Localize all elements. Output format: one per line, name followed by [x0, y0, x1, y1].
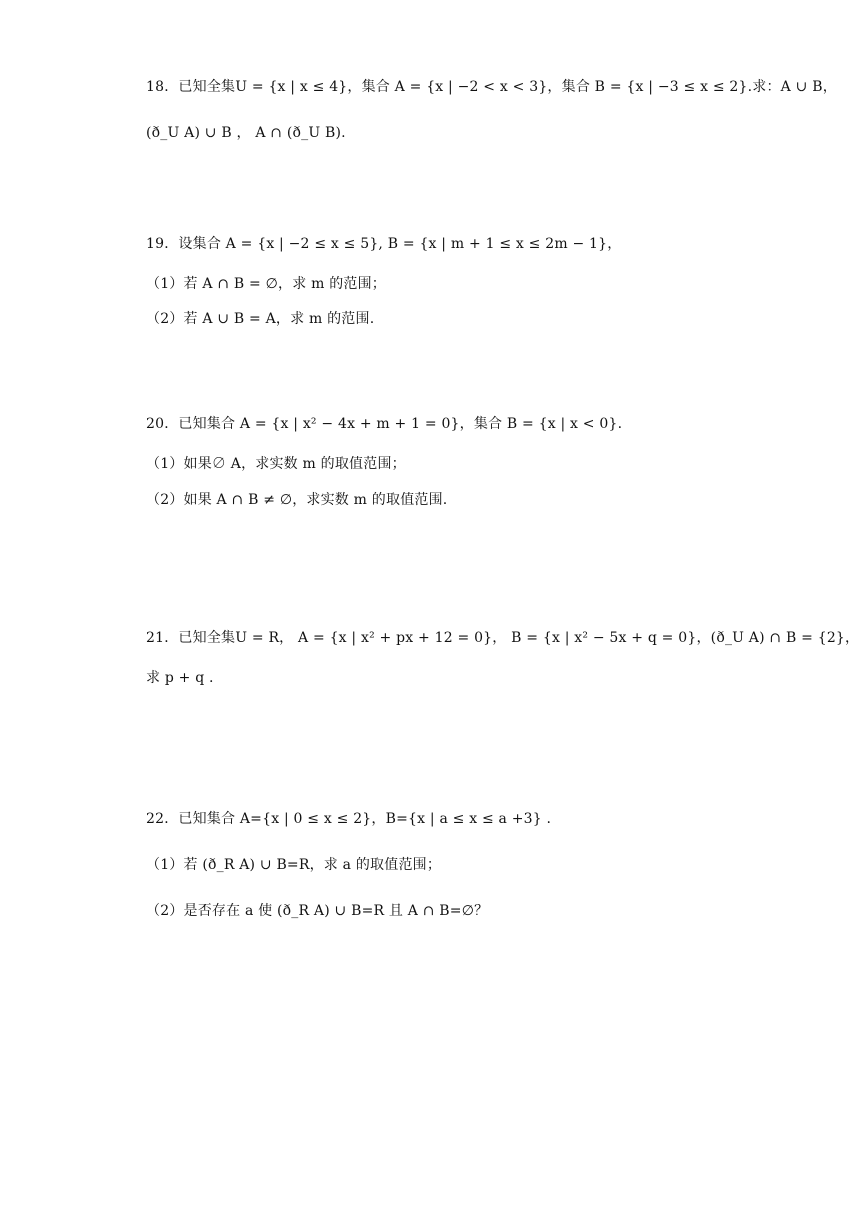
- question-22-line-1: 22．已知集合 A={x | 0 ≤ x ≤ 2}，B={x | a ≤ x ≤ a +3} .: [146, 811, 552, 827]
- question-22-part-1: （1）若 (ð_R A) ∪ B=R，求 a 的取值范围；: [146, 857, 442, 873]
- question-18-line-2: (ð_U A) ∪ B ， A ∩ (ð_U B).: [146, 125, 346, 141]
- question-20-part-1: （1）如果∅ A，求实数 m 的取值范围；: [146, 456, 406, 472]
- question-19-part-1: （1）若 A ∩ B = ∅，求 m 的范围；: [146, 276, 386, 292]
- question-20-part-2: （2）如果 A ∩ B ≠ ∅，求实数 m 的取值范围.: [146, 492, 448, 508]
- question-19-part-2: （2）若 A ∪ B = A，求 m 的范围.: [146, 311, 375, 327]
- question-19-line-1: 19．设集合 A = {x | −2 ≤ x ≤ 5}, B = {x | m + 1 ≤ x ≤ 2m − 1}，: [146, 236, 622, 252]
- question-21-line-2: 求 p + q .: [146, 670, 214, 686]
- question-18-line-1: 18．已知全集U = {x | x ≤ 4}，集合 A = {x | −2 < x < 3}，集合 B = {x | −3 ≤ x ≤ 2}.求：A ∪ B，: [146, 79, 837, 95]
- question-20-line-1: 20．已知集合 A = {x | x² − 4x + m + 1 = 0}，集合 B = {x | x < 0}.: [146, 416, 623, 432]
- question-21-line-1: 21．已知全集U = R， A = {x | x² + px + 12 = 0}， B = {x | x² − 5x + q = 0}，(ð_U A) ∩ B = {2}，: [146, 630, 860, 646]
- question-22-part-2: （2）是否存在 a 使 (ð_R A) ∪ B=R 且 A ∩ B=∅？: [146, 903, 489, 919]
